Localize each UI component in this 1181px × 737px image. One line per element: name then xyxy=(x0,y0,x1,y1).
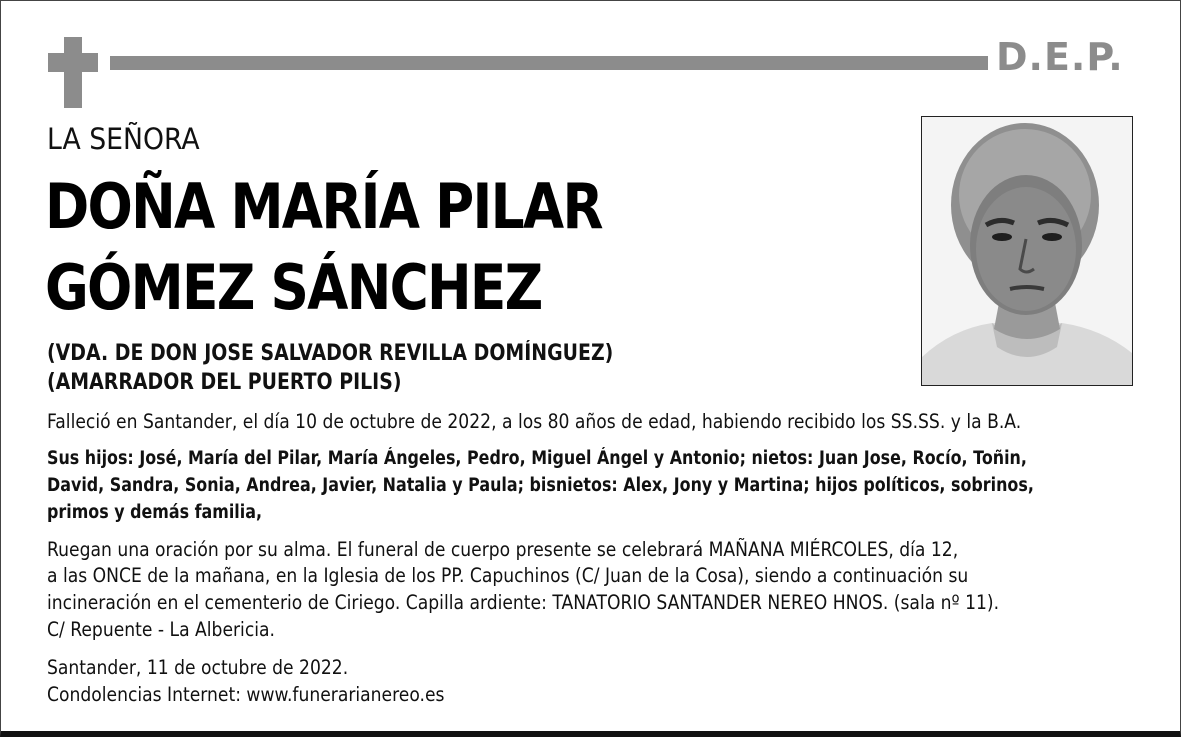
funeral-line: Ruegan una oración por su alma. El funeral de cuerpo presente se celebrará MAÑANA MIÉRCOLES, día 12, xyxy=(47,538,959,561)
condolences-line: Condolencias Internet: www.funerarianereo.es xyxy=(47,683,445,706)
cross-icon-vertical xyxy=(64,37,82,108)
funeral-line: C/ Repuente - La Albericia. xyxy=(47,618,276,641)
header-rule xyxy=(110,56,988,70)
widow-of-line: (VDA. DE DON JOSE SALVADOR REVILLA DOMÍNGUEZ) xyxy=(47,341,614,366)
family-line: Sus hijos: José, María del Pilar, María Ángeles, Pedro, Miguel Ángel y Antonio; nietos: Juan Jose, Rocío, Toñin, xyxy=(47,448,1027,469)
nickname-line: (AMARRADOR DEL PUERTO PILIS) xyxy=(47,370,402,395)
deceased-portrait-photo xyxy=(921,116,1133,386)
funeral-line: incineración en el cementerio de Ciriego. Capilla ardiente: TANATORIO SANTANDER NEREO HNOS. (sala nº 11). xyxy=(47,591,1000,614)
portrait-illustration xyxy=(922,117,1132,385)
death-notice: Falleció en Santander, el día 10 de octubre de 2022, a los 80 años de edad, habiendo recibido los SS.SS. y la B.A. xyxy=(47,410,1022,433)
funeral-line: a las ONCE de la mañana, en la Iglesia de los PP. Capuchinos (C/ Juan de la Cosa), siendo a continuación su xyxy=(47,564,969,587)
deceased-name-line-2: GÓMEZ SÁNCHEZ xyxy=(45,251,542,324)
deceased-name-line-1: DOÑA MARÍA PILAR xyxy=(45,170,602,243)
honorific-label: LA SEÑORA xyxy=(47,122,200,156)
cross-icon-horizontal xyxy=(48,53,98,72)
closing-date-line: Santander, 11 de octubre de 2022. xyxy=(47,656,349,679)
family-line: primos y demás familia, xyxy=(47,502,262,523)
family-line: David, Sandra, Sonia, Andrea, Javier, Natalia y Paula; bisnietos: Alex, Jony y Martina; hijos políticos, sobrinos, xyxy=(47,475,1034,496)
dep-heading: D.E.P. xyxy=(996,35,1124,79)
